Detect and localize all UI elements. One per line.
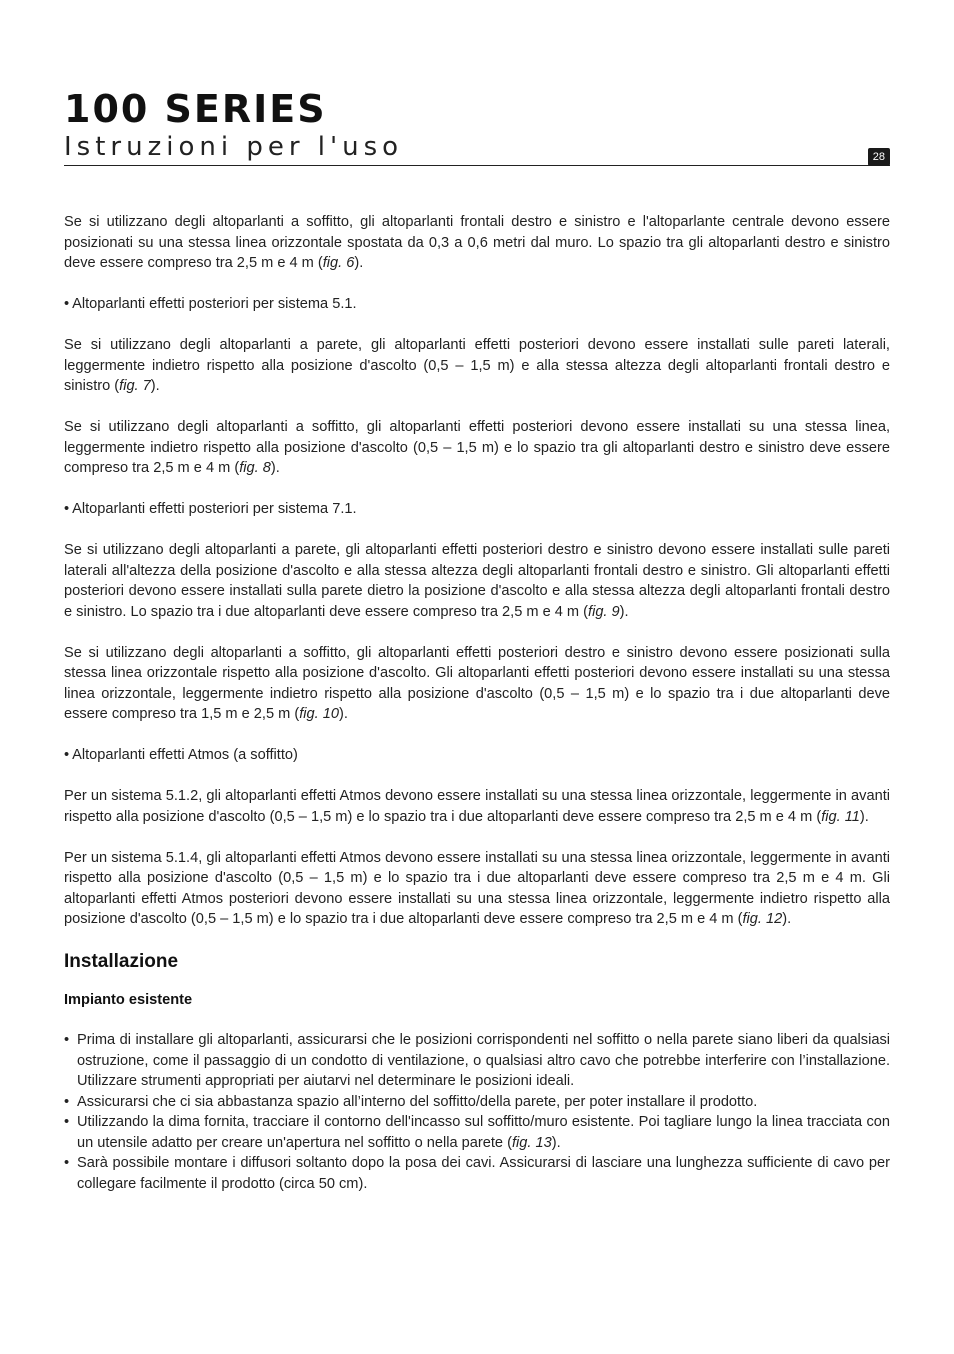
body-content xyxy=(64,212,890,1194)
list-item: • Sarà possibile montare i diffusori soltanto dopo la posa dei cavi. Assicurarsi di lasciare una lunghezza sufficiente di cavo per collegare facilmente il prodotto (circa 50 cm). xyxy=(64,1153,890,1194)
list-item: • Assicurarsi che ci sia abbastanza spazio all’interno del soffitto/della parete, per poter installare il prodotto. xyxy=(64,1092,890,1113)
figure-ref: fig. 8 xyxy=(239,460,271,476)
paragraph: Per un sistema 5.1.4, gli altoparlanti effetti Atmos devono essere installati su una stessa linea orizzontale, leggermente in avanti rispetto alla posizione d'ascolto (0,5 – 1,5 m) e lo spazio tra i due altoparlanti deve essere compreso tra 2,5 m e 4 m. Gli altoparlanti effetti Atmos posteriori devono essere installati su una stessa linea orizzontale, leggermente indietro rispetto alla posizione d'ascolto (0,5 – 1,5 m) e lo spazio tra i due altoparlanti deve essere compreso tra 2,5 m e 4 m (fig. 12). xyxy=(64,849,890,927)
subsection-heading: Impianto esistente xyxy=(64,992,193,1008)
paragraph: Se si utilizzano degli altoparlanti a soffitto, gli altoparlanti effetti posteriori destro e sinistro devono essere posizionati sulla stessa linea orizzontale rispetto alla posizione d'ascolto. Gli altoparlanti effetti posteriori devono essere installati su una stessa linea orizzontale, leggermente indietro rispetto alla posizione d'ascolto (0,5 – 1,5 m) e lo spazio tra i due altoparlanti deve essere compreso tra 1,5 m e 2,5 m (fig. 10). xyxy=(64,644,890,722)
document-title: 100 SERIES xyxy=(64,87,327,131)
bullet-heading: • Altoparlanti effetti Atmos (a soffitto) xyxy=(64,745,890,766)
paragraph: Se si utilizzano degli altoparlanti a soffitto, gli altoparlanti frontali destro e sinistro e l'altoparlante centrale devono essere posizionati su una stessa linea orizzontale spostata da 0,3 a 0,6 metri dal muro. Lo spazio tra gli altoparlanti destro e sinistro deve essere compreso tra 2,5 m e 4 m (fig. 6). xyxy=(64,214,890,271)
page-header xyxy=(64,86,890,162)
figure-ref: fig. 9 xyxy=(588,603,620,620)
bullet-heading: • Altoparlanti effetti posteriori per sistema 5.1. xyxy=(64,294,890,315)
section-heading: Installazione xyxy=(64,951,179,972)
figure-ref: fig. 13 xyxy=(511,1134,552,1151)
bullet-heading: • Altoparlanti effetti posteriori per sistema 7.1. xyxy=(64,499,890,520)
figure-ref: fig. 11 xyxy=(821,808,860,825)
list-item: • Prima di installare gli altoparlanti, assicurarsi che le posizioni corrispondenti nel soffitto o nella parete siano liberi da qualsiasi ostruzione, come il passaggio di un condotto di ventilazione, o qualsiasi altro cavo che potrebbe interferire con l’installazione. Utilizzare strumenti appropriati per aiutarvi nel determinare le posizioni ideali. xyxy=(64,1030,890,1092)
installation-list xyxy=(64,1030,890,1194)
document-subtitle: Istruzioni per l'uso xyxy=(64,132,404,162)
paragraph: Per un sistema 5.1.2, gli altoparlanti effetti Atmos devono essere installati su una stessa linea orizzontale, leggermente in avanti rispetto alla posizione d'ascolto (0,5 – 1,5 m) e lo spazio tra i due altoparlanti deve essere compreso tra 2,5 m e 4 m (fig. 11). xyxy=(64,788,890,825)
paragraph: Se si utilizzano degli altoparlanti a soffitto, gli altoparlanti effetti posteriori devono essere installati su una stessa linea, leggermente indietro rispetto alla posizione d'ascolto (0,5 – 1,5 m) e lo spazio tra gli altoparlanti destro e sinistro deve essere compreso tra 2,5 m e 4 m (fig. 8). xyxy=(64,419,890,476)
figure-ref: fig. 10 xyxy=(299,706,339,722)
list-item: • Utilizzando la dima fornita, tracciare il contorno dell'incasso sul soffitto/muro esistente. Poi tagliare lungo la linea tracciata con un utensile adatto per creare un'apertura nel soffitto o nella parete (fig. 13). xyxy=(64,1112,890,1153)
paragraph: Se si utilizzano degli altoparlanti a parete, gli altoparlanti effetti posteriori devono essere installati sulle pareti laterali, leggermente indietro rispetto alla posizione d'ascolto (0,5 – 1,5 m) e alla stessa altezza degli altoparlanti frontali destro e sinistro (fig. 7). xyxy=(64,337,890,394)
figure-ref: fig. 12 xyxy=(742,911,783,927)
header-rule xyxy=(64,165,890,166)
page-number-badge: 28 xyxy=(868,148,890,166)
figure-ref: fig. 6 xyxy=(322,255,355,271)
figure-ref: fig. 7 xyxy=(119,378,151,394)
paragraph: Se si utilizzano degli altoparlanti a parete, gli altoparlanti effetti posteriori destro e sinistro devono essere installati sulle pareti laterali all'altezza della posizione d'ascolto e alla stessa altezza degli altoparlanti frontali destro e sinistro. Gli altoparlanti effetti posteriori devono essere installati sulla parete dietro la posizione d'ascolto e alla stessa altezza degli altoparlanti frontali destro e sinistro. Lo spazio tra i due altoparlanti deve essere compreso tra 2,5 m e 4 m (fig. 9). xyxy=(64,542,890,620)
